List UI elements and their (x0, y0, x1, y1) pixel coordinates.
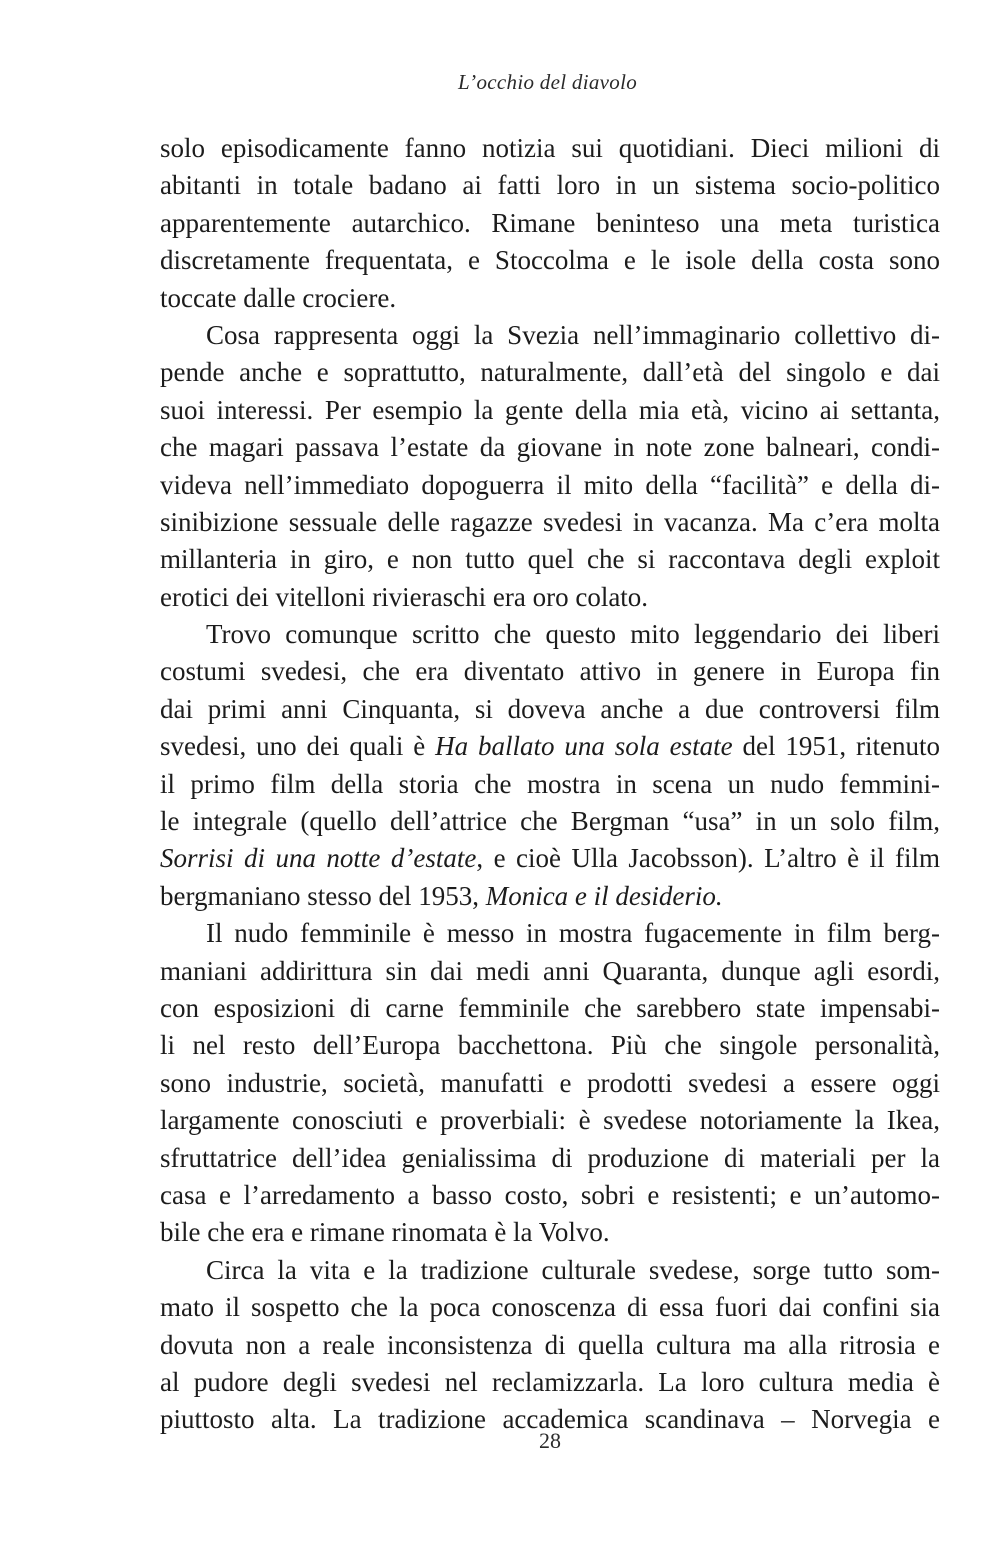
text-line: sinibizione sessuale delle ragazze svedesi in vacanza. Ma c’era molta (160, 506, 940, 537)
text-line: pende anche e soprattutto, naturalmente, dall’età del singolo e dai (160, 357, 940, 388)
film-title: Ha ballato una sola estate (435, 731, 733, 762)
text-line: discretamente frequentata, e Stoccolma e le isole della costa sono (160, 245, 940, 276)
text-line: erotici dei vitelloni rivieraschi era oro colato. (160, 581, 649, 612)
text-line: millanteria in giro, e non tutto quel che si raccontava degli exploit (160, 544, 940, 575)
text-line: costumi svedesi, che era diventato attivo in genere in Europa fin (160, 656, 940, 687)
text-line: apparentemente autarchico. Rimane beninteso una meta turistica (160, 207, 940, 238)
text-line: abitanti in totale badano ai fatti loro in un sistema socio-politico (160, 170, 940, 201)
text-line (160, 728, 940, 765)
text-line: casa e l’arredamento a basso costo, sobri e resistenti; e un’automo- (160, 1179, 940, 1210)
text-line: Circa la vita e la tradizione culturale svedese, sorge tutto som- (206, 1254, 940, 1285)
text-run: bergmaniano stesso del 1953, (160, 880, 486, 911)
text-line: con esposizioni di carne femminile che sarebbero state impensabi- (160, 992, 940, 1023)
text-line (160, 840, 940, 877)
text-line (160, 878, 940, 915)
text-line: sfruttatrice dell’idea genialissima di produzione di materiali per la (160, 1142, 940, 1173)
text-line: toccate dalle crociere. (160, 282, 397, 313)
text-line: bile che era e rimane rinomata è la Volvo. (160, 1217, 610, 1248)
text-line: Cosa rappresenta oggi la Svezia nell’immaginario collettivo di- (206, 319, 940, 350)
text-line: solo episodicamente fanno notizia sui quotidiani. Dieci milioni di (160, 133, 940, 163)
text-line: suoi interessi. Per esempio la gente della mia età, vicino ai settanta, (160, 394, 940, 425)
text-line: videva nell’immediato dopoguerra il mito della “facilità” e della di- (160, 469, 940, 500)
text-run: svedesi, uno dei quali è (160, 731, 436, 762)
text-line: dai primi anni Cinquanta, si doveva anche a due controversi film (160, 693, 940, 724)
text-line: mato il sospetto che la poca conoscenza di essa fuori dai confini sia (160, 1292, 940, 1323)
film-title: Sorrisi di una notte d’estate (160, 843, 477, 874)
running-head: L’occhio del diavolo (457, 70, 637, 94)
text-line: al pudore degli svedesi nel reclamizzarla. La loro cultura media è (160, 1366, 940, 1397)
text-line: le integrale (quello dell’attrice che Bergman “usa” in un solo film, (160, 806, 940, 837)
text-line: il primo film della storia che mostra in scena un nudo femmini- (160, 768, 940, 799)
text-line: li nel resto dell’Europa bacchettona. Più che singole personalità, (160, 1030, 940, 1061)
page-number: 28 (539, 1428, 561, 1453)
text-line: sono industrie, società, manufatti e prodotti svedesi a essere oggi (160, 1067, 940, 1098)
text-line: Trovo comunque scritto che questo mito leggendario dei liberi (206, 619, 940, 650)
text-line: piuttosto alta. La tradizione accademica scandinava – Norvegia e (160, 1404, 940, 1435)
text-line: Il nudo femminile è messo in mostra fugacemente in film berg- (206, 918, 940, 949)
text-line: maniani addirittura sin dai medi anni Quaranta, dunque agli esordi, (160, 955, 940, 986)
body-text (160, 130, 940, 1439)
text-run: , e cioè Ulla Jacobsson). L’altro è il film (476, 843, 940, 874)
text-run: del 1951, ritenuto (732, 731, 941, 762)
film-title: Monica e il desiderio. (485, 880, 723, 911)
text-line: dovuta non a reale inconsistenza di quella cultura ma alla ritrosia e (160, 1329, 940, 1360)
text-line: largamente conosciuti e proverbiali: è svedese notoriamente la Ikea, (160, 1105, 940, 1136)
text-line: che magari passava l’estate da giovane in note zone balneari, condi- (160, 432, 940, 463)
